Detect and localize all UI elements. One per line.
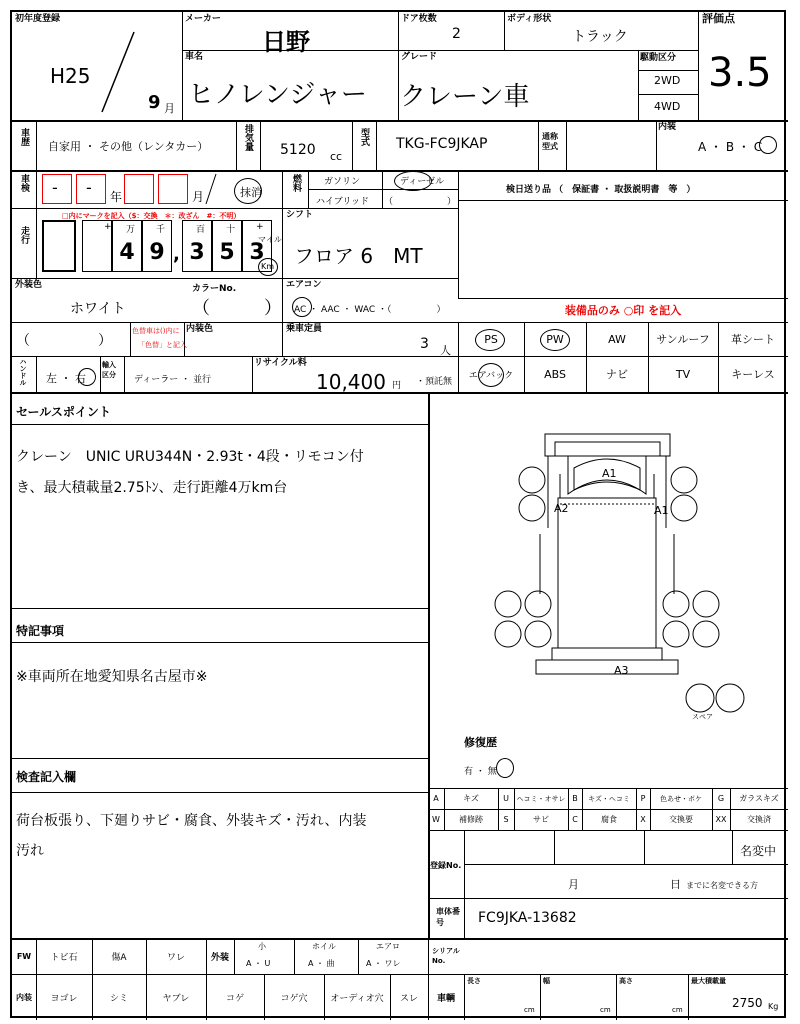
max-load-unit: Kg	[768, 1002, 779, 1011]
insp-month-box1	[124, 174, 154, 204]
interior-burn: コゲ	[225, 993, 244, 1004]
maker-label: メーカー	[185, 14, 221, 24]
capacity-label: 乗車定員	[286, 324, 323, 334]
color-no-value: （ ）	[192, 298, 282, 319]
detail-label: 検日送り品 （ 保証書 ・ 取扱説明書 等 ）	[506, 185, 696, 195]
disp-label: 排気量	[243, 124, 253, 151]
fuel-diesel: ディーゼル	[400, 177, 445, 187]
mileage-note: □内にマークを記入（$：交換 ＊：改ざん #：不明）	[62, 212, 241, 220]
legend-code-u: U	[503, 794, 509, 803]
mileage-digit-1: 4	[119, 240, 135, 265]
interior-tear: ヤブレ	[162, 993, 190, 1004]
legend-code-b: B	[572, 794, 578, 803]
mileage-digit-3: 3	[189, 240, 205, 265]
legend-desc-s: サビ	[533, 815, 549, 824]
common-model-label: 通称型式	[542, 132, 558, 151]
fw-chip: トビ石	[50, 952, 78, 963]
check-line1: 荷台板張り、下廻りサビ・腐食、外装キズ・汚れ、内装	[16, 813, 367, 829]
insp-expired-circle	[234, 178, 262, 204]
score-label: 評価点	[702, 12, 735, 25]
disp-unit: cc	[330, 150, 343, 163]
chassis-label: 車体番号	[436, 907, 460, 927]
interior-grade: A ・ B ・ C	[698, 140, 763, 154]
insp-dash2: -	[86, 178, 92, 197]
insp-month-unit: 月	[192, 190, 205, 204]
handle-value: 左 ・ 右	[46, 372, 86, 385]
fuel-hybrid: ハイブリッド	[316, 197, 370, 207]
legend-code-a: A	[433, 794, 439, 803]
recycle-label: リサイクル料	[254, 358, 307, 368]
bottom-interior-label: 内装	[16, 992, 32, 1002]
diagram-a1-right: A1	[654, 504, 669, 517]
legend-code-w: W	[432, 815, 440, 824]
sales-line1: クレーン UNIC URU344N・2.93t・4段・リモコン付	[16, 449, 364, 465]
interior-stain: シミ	[109, 993, 128, 1004]
legend-desc-w: 補修跡	[459, 815, 483, 824]
size-label: 車輌	[436, 993, 455, 1004]
repair-none-circle	[496, 758, 514, 778]
max-load-value: 2750	[732, 996, 763, 1010]
mileage-comma: ,	[173, 244, 180, 265]
equip-keyless: キーレス	[731, 368, 775, 381]
ac-value: AC ・ AAC ・ WAC ・（ ）	[294, 305, 446, 315]
mileage-mark-box	[42, 220, 76, 272]
mileage-plus2: +	[256, 222, 264, 232]
repair-value: 有 ・ 無	[464, 767, 497, 777]
notes-text: ※車両所在地愛知県名古屋市※	[16, 669, 208, 685]
auction-sheet	[10, 10, 786, 1018]
car-name-label: 車名	[185, 52, 204, 62]
color-change-paren-open: （	[16, 333, 30, 349]
ac-label: エアコン	[286, 280, 322, 290]
equip-ps-circle	[475, 329, 505, 351]
score-value: 3.5	[708, 50, 772, 96]
equipment-title: 装備品のみ ○印 を記入	[564, 304, 682, 317]
fuel-diesel-circle	[394, 171, 432, 191]
fuel-gasoline: ガソリン	[324, 177, 361, 187]
height-label: 高さ	[619, 977, 633, 985]
registration-name-change: 名変中	[740, 844, 777, 858]
equip-airbag-circle	[478, 363, 504, 387]
check-line2: 汚れ	[16, 843, 44, 859]
mileage-plus1: +	[104, 222, 112, 232]
fuel-label: 燃料	[291, 174, 301, 192]
shift-value: フロア 6 MT	[294, 244, 423, 268]
equip-abs: ABS	[544, 367, 566, 381]
insp-month-box2	[158, 174, 188, 204]
diagram-a3: A3	[614, 664, 629, 677]
small-label: 小	[258, 942, 266, 951]
mileage-digit-5: 3	[249, 240, 265, 265]
body-value: トラック	[572, 29, 628, 45]
color-change-note2: 「色替」と記入	[138, 341, 187, 349]
handle-right-circle	[78, 368, 96, 386]
interior-label: 内装	[658, 122, 677, 132]
import-label: 輸入区分	[102, 361, 116, 379]
mileage-digit-2: 9	[149, 240, 165, 265]
aero-label: エアロ	[376, 942, 400, 951]
sales-label: セールスポイント	[16, 405, 111, 419]
shift-label: シフト	[286, 210, 314, 220]
insp-slash	[204, 172, 218, 206]
doors-label: ドア枚数	[401, 14, 437, 24]
equip-leather: 革シート	[731, 333, 775, 346]
fw-crack: ワレ	[166, 952, 185, 963]
color-change-note1: 色替車は()内に	[132, 327, 180, 335]
equip-navi: ナビ	[606, 368, 628, 381]
mileage-u-hyaku: 百	[196, 225, 206, 235]
car-name-value: ヒノレンジャー	[188, 80, 367, 110]
width-label: 幅	[543, 977, 550, 985]
wheel-value: A ・ 曲	[308, 959, 335, 968]
legend-code-x: X	[640, 815, 646, 824]
interior-audio-hole: オーディオ穴	[330, 993, 384, 1004]
height-unit: cm	[672, 1006, 683, 1014]
doors-value: 2	[452, 26, 461, 42]
recycle-yen: 円	[392, 381, 402, 391]
diagram-spare: スペア	[692, 713, 713, 721]
equipment-title-row	[458, 298, 788, 322]
mileage-km-circle	[258, 258, 278, 276]
mileage-digit-4: 5	[219, 240, 235, 265]
legend-desc-g: ガラスキズ	[739, 794, 779, 803]
history-value: 自家用 ・ その他（レンタカー）	[48, 140, 209, 153]
mileage-km-label: Km	[261, 262, 275, 271]
small-value: A ・ U	[246, 959, 271, 968]
length-label: 長さ	[467, 977, 481, 985]
equip-pw-circle	[540, 329, 570, 351]
maker-value: 日野	[262, 28, 310, 56]
check-label: 検査記入欄	[16, 770, 77, 784]
legend-code-xx: XX	[715, 815, 727, 824]
fw-label: FW	[16, 951, 32, 961]
notes-label: 特記事項	[16, 624, 65, 638]
grade-label: グレード	[401, 52, 438, 62]
equip-pw: PW	[546, 332, 564, 346]
mileage-u-man: 万	[126, 225, 136, 235]
mileage-u-sen: 千	[156, 225, 166, 235]
registration-label: 登録No.	[430, 861, 462, 870]
drive-label: 駆動区分	[640, 53, 677, 63]
legend-code-s: S	[503, 815, 509, 824]
color-no-label: カラーNo.	[192, 284, 237, 294]
insp-year-unit: 年	[110, 190, 123, 204]
slash-mark	[98, 30, 138, 115]
insp-dash1: -	[52, 178, 58, 197]
registration-day: 日	[670, 878, 681, 891]
import-value: ディーラー ・ 並行	[134, 375, 212, 385]
model-label: 型式	[359, 128, 369, 146]
exterior-label: 外装色	[15, 280, 43, 290]
interior-color-label: 内装色	[186, 324, 214, 334]
legend-desc-c: 腐食	[601, 815, 617, 824]
equip-aw: AW	[608, 332, 626, 346]
serial-label: シリアルNo.	[432, 947, 460, 965]
diagram-a1-left: A1	[602, 467, 617, 480]
first-reg-month-unit: 月	[164, 102, 175, 115]
max-load-label: 最大積載量	[691, 977, 726, 985]
first-reg-label: 初年度登録	[15, 14, 61, 24]
sales-line2: き、最大積載量2.75ﾄﾝ、走行距離4万km台	[16, 480, 288, 496]
first-reg-month: 9	[148, 92, 161, 113]
insp-expired: 抹消	[240, 186, 262, 199]
registration-month: 月	[568, 878, 579, 891]
first-reg-year: H25	[50, 64, 91, 88]
ac-circle	[292, 297, 312, 317]
equip-tv: TV	[675, 367, 691, 381]
legend-desc-b: キズ・ヘコミ	[588, 794, 630, 803]
fuel-hybrid-paren: （ ）	[384, 197, 457, 207]
aero-value: A ・ ワレ	[366, 959, 401, 968]
legend-code-c: C	[572, 815, 578, 824]
legend-desc-p: 色あせ・ボケ	[660, 794, 702, 803]
repair-label: 修復歴	[464, 736, 497, 749]
exterior-value: ホワイト	[70, 301, 126, 317]
legend-desc-x: 交換要	[669, 815, 693, 824]
capacity-value: 3	[420, 336, 429, 352]
interior-burn-hole: コゲ穴	[280, 993, 308, 1004]
wheel-label: ホイル	[312, 942, 336, 951]
equip-airbag: エアバック	[468, 370, 514, 381]
vehicle-diagram	[430, 394, 788, 784]
length-unit: cm	[524, 1006, 535, 1014]
diagram-a2: A2	[554, 502, 569, 515]
drive-2wd: 2WD	[654, 74, 681, 87]
mileage-u-jyu: 十	[226, 225, 236, 235]
legend-desc-a: キズ	[463, 794, 479, 803]
capacity-unit: 人	[440, 344, 451, 357]
grade-value: クレーン車	[400, 82, 530, 112]
legend-desc-u: ヘコミ・オサレ	[516, 794, 566, 803]
interior-wear: スレ	[399, 993, 418, 1004]
disp-value: 5120	[280, 142, 316, 158]
legend-code-p: P	[640, 794, 646, 803]
registration-deadline: までに名変できる方	[686, 881, 758, 890]
interior-c-circle	[759, 136, 777, 154]
mileage-label: 走行	[19, 226, 29, 244]
fw-scratch: 傷A	[111, 952, 127, 963]
equip-ps: PS	[484, 332, 498, 346]
legend-desc-xx: 交換済	[747, 815, 771, 824]
bottom-exterior-label: 外装	[210, 952, 229, 963]
equip-sunroof: サンルーフ	[656, 333, 710, 346]
drive-4wd: 4WD	[654, 100, 681, 113]
model-value: TKG-FC9JKAP	[396, 136, 488, 152]
body-label: ボディ形状	[507, 14, 552, 24]
recycle-deposit: ・預託無	[416, 377, 453, 387]
inspection-label: 車検	[19, 174, 29, 192]
chassis-value: FC9JKA-13682	[478, 910, 577, 926]
handle-label: ハンドル	[19, 358, 27, 386]
recycle-value: 10,400	[316, 370, 386, 394]
width-unit: cm	[600, 1006, 611, 1014]
color-change-paren-close: ）	[98, 333, 112, 349]
history-label: 車歴	[19, 128, 29, 146]
legend-code-g: G	[717, 794, 725, 803]
interior-dirt: ヨゴレ	[50, 993, 78, 1004]
mileage-mile-label: マイル	[258, 235, 282, 244]
